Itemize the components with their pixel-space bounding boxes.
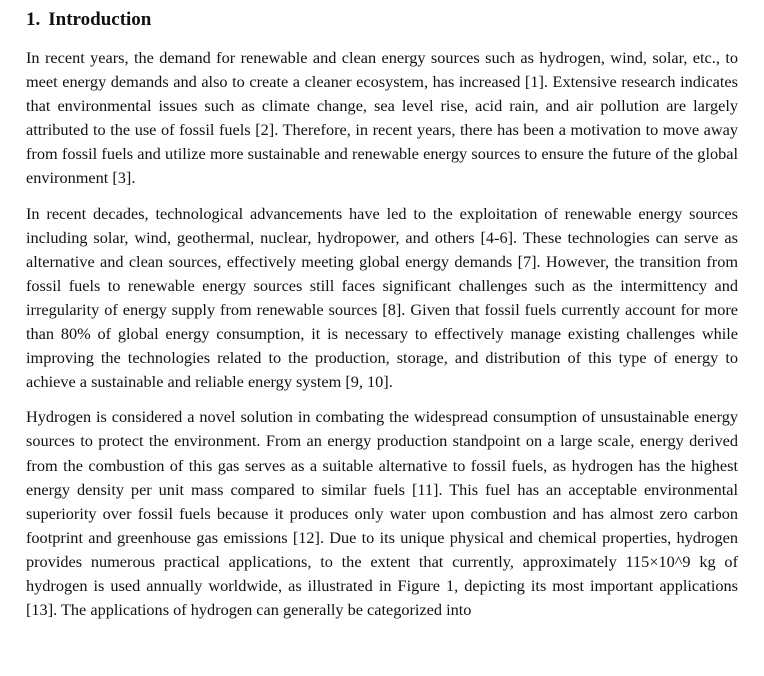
section-title: Introduction bbox=[48, 9, 152, 30]
section-number: 1. bbox=[26, 9, 41, 30]
paragraph-1: In recent years, the demand for renewable and clean energy sources such as hydrogen, wind, solar, etc., to meet energy demands and also to create a cleaner ecosystem, has increased [1]. Extensive research indicates that environmental issues such as climate change, sea level rise, acid rain, and air pollution are largely attributed to the use of fossil fuels [2]. Therefore, in recent years, there has been a motivation to move away from fossil fuels and utilize more sustainable and renewable energy sources to ensure the future of the global environment [3]. bbox=[26, 48, 738, 188]
paragraph-3: Hydrogen is considered a novel solution in combating the widespread consumption of unsustainable energy sources to protect the environment. From an energy production standpoint on a large scale, energy derived from the combustion of this gas serves as a suitable alternative to fossil fuels, as hydrogen has the highest energy density per unit mass compared to similar fuels [11]. This fuel has an acceptable environmental superiority over fossil fuels because it produces only water upon combustion and has almost zero carbon footprint and greenhouse gas emissions [12]. Due to its unique physical and chemical properties, hydrogen provides numerous practical applications, to the extent that currently, approximately 115×10^9 kg of hydrogen is used annually worldwide, as illustrated in Figure 1, depicting its most important applications [13]. The applications of hydrogen can generally be categorized into bbox=[26, 407, 738, 620]
paragraph-2: In recent decades, technological advancements have led to the exploitation of renewable energy sources including solar, wind, geothermal, nuclear, hydropower, and others [4-6]. These technologies can serve as alternative and clean sources, effectively meeting global energy demands [7]. However, the transition from fossil fuels to renewable energy sources still faces significant challenges such as the intermittency and irregularity of energy supply from renewable sources [8]. Given that fossil fuels currently account for more than 80% of global energy consumption, it is necessary to effectively manage existing challenges while improving the technologies related to the production, storage, and distribution of this type of energy to achieve a sustainable and reliable energy system [9, 10]. bbox=[26, 203, 738, 392]
section-heading bbox=[26, 8, 738, 32]
